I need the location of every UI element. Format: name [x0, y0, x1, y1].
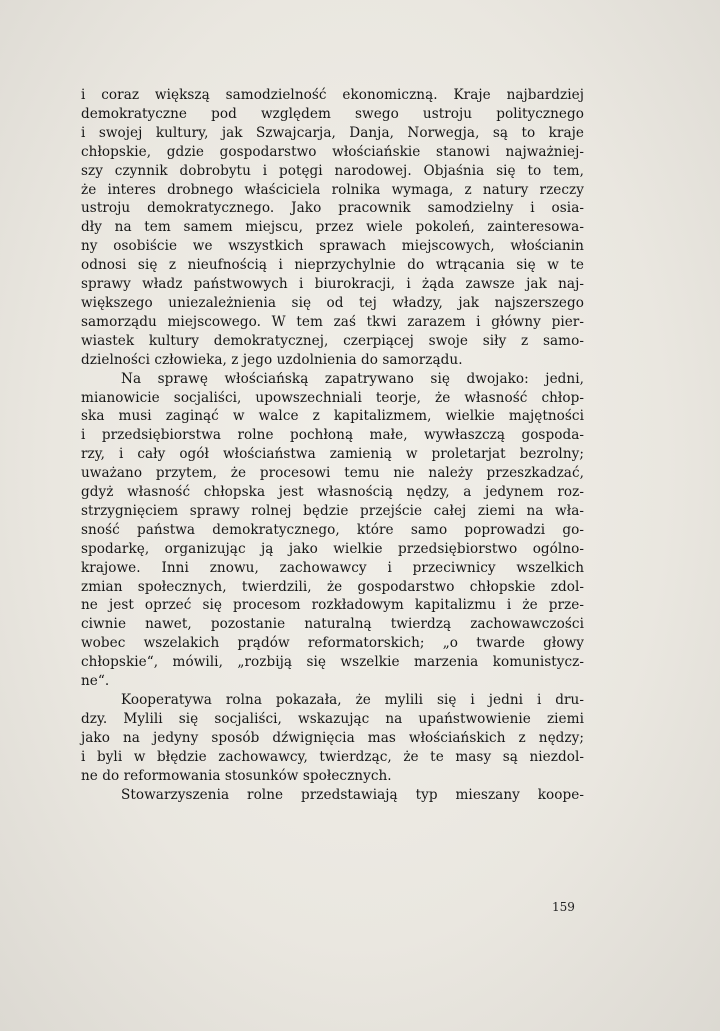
text-line: dzielności człowieka, z jego uzdolnienia do samorządu.	[81, 351, 463, 368]
text-line: samorządu miejscowego. W tem zaś tkwi zarazem i główny pier-	[81, 313, 584, 330]
text-line: sność państwa demokratycznego, które samo poprowadzi go-	[81, 521, 584, 538]
text-line: sprawy władz państwowych i biurokracji, i żąda zawsze jak naj-	[81, 276, 584, 293]
text-line: mianowicie socjaliści, upowszechniali teorje, że własność chłop-	[81, 389, 584, 406]
paragraph	[81, 786, 584, 805]
text-line: i przedsiębiorstwa rolne pochłoną małe, wywłaszczą gospoda-	[81, 427, 584, 444]
paragraph	[81, 370, 584, 691]
text-line: wobec wszelakich prądów reformatorskich; „o twarde głowy	[81, 635, 584, 652]
text-line: demokratyczne pod względem swego ustroju politycznego	[81, 105, 584, 122]
paragraph	[81, 86, 584, 370]
text-line: strzygnięciem sprawy rolnej będzie przejście całej ziemi na wła-	[81, 502, 584, 519]
text-line: szy czynnik dobrobytu i potęgi narodowej. Objaśnia się to tem,	[81, 162, 584, 179]
text-line: ne do reformowania stosunków społecznych.	[81, 767, 392, 784]
text-line: ne“.	[81, 673, 110, 690]
text-line: Na sprawę włościańską zapatrywano się dwojako: jedni,	[121, 370, 584, 387]
text-line: uważano przytem, że procesowi temu nie należy przeszkadzać,	[81, 465, 584, 482]
text-line: ciwnie nawet, pozostanie naturalną twierdzą zachowawczości	[81, 616, 584, 633]
text-line: chłopskie, gdzie gospodarstwo włościańskie stanowi najważniej-	[81, 143, 584, 160]
text-line: spodarkę, organizując ją jako wielkie przedsiębiorstwo ogólno-	[81, 540, 584, 557]
text-line: rzy, i cały ogół włościaństwa zamienią w proletarjat bezrolny;	[81, 446, 584, 463]
text-line: ny osobiście we wszystkich sprawach miejscowych, włościanin	[81, 238, 584, 255]
text-line: jako na jedyny sposób dźwignięcia mas włościańskich z nędzy;	[81, 729, 584, 746]
text-line: ska musi zaginąć w walce z kapitalizmem, wielkie majętności	[81, 408, 584, 425]
text-line: wiastek kultury demokratycznej, czerpiącej swoje siły z samo-	[81, 332, 584, 349]
text-line: większego uniezależnienia się od tej władzy, jak najszerszego	[81, 294, 584, 311]
text-line: chłopskie“, mówili, „rozbiją się wszelkie marzenia komunistycz-	[81, 654, 584, 671]
text-line: krajowe. Inni znowu, zachowawcy i przeciwnicy wszelkich	[81, 559, 584, 576]
text-line: że interes drobnego właściciela rolnika wymaga, z natury rzeczy	[81, 181, 584, 198]
body-text	[81, 86, 584, 804]
text-line: i byli w błędzie zachowawcy, twierdząc, że te masy są niezdol-	[81, 748, 584, 765]
text-line: i coraz większą samodzielność ekonomiczną. Kraje najbardziej	[81, 87, 584, 103]
text-line: Stowarzyszenia rolne przedstawiają typ mieszany koope-	[121, 786, 584, 803]
text-line: gdyż własność chłopska jest własnością nędzy, a jedynem roz-	[81, 484, 584, 501]
text-line: dły na tem samem miejscu, przez wiele pokoleń, zainteresowa-	[81, 219, 584, 236]
page-number: 159	[552, 900, 575, 914]
text-line: dzy. Mylili się socjaliści, wskazując na upaństwowienie ziemi	[81, 710, 584, 727]
text-line: odnosi się z nieufnością i nieprzychylnie do wtrącania się w te	[81, 257, 584, 274]
text-line: i swojej kultury, jak Szwajcarja, Danja, Norwegja, są to kraje	[81, 124, 584, 141]
text-line: ustroju demokratycznego. Jako pracownik samodzielny i osia-	[81, 200, 584, 217]
text-line: zmian społecznych, twierdzili, że gospodarstwo chłopskie zdol-	[81, 578, 584, 595]
text-line: Kooperatywa rolna pokazała, że mylili się i jedni i dru-	[121, 692, 584, 708]
text-line: ne jest oprzeć się procesom rozkładowym kapitalizmu i że prze-	[81, 597, 584, 614]
paragraph	[81, 691, 584, 786]
